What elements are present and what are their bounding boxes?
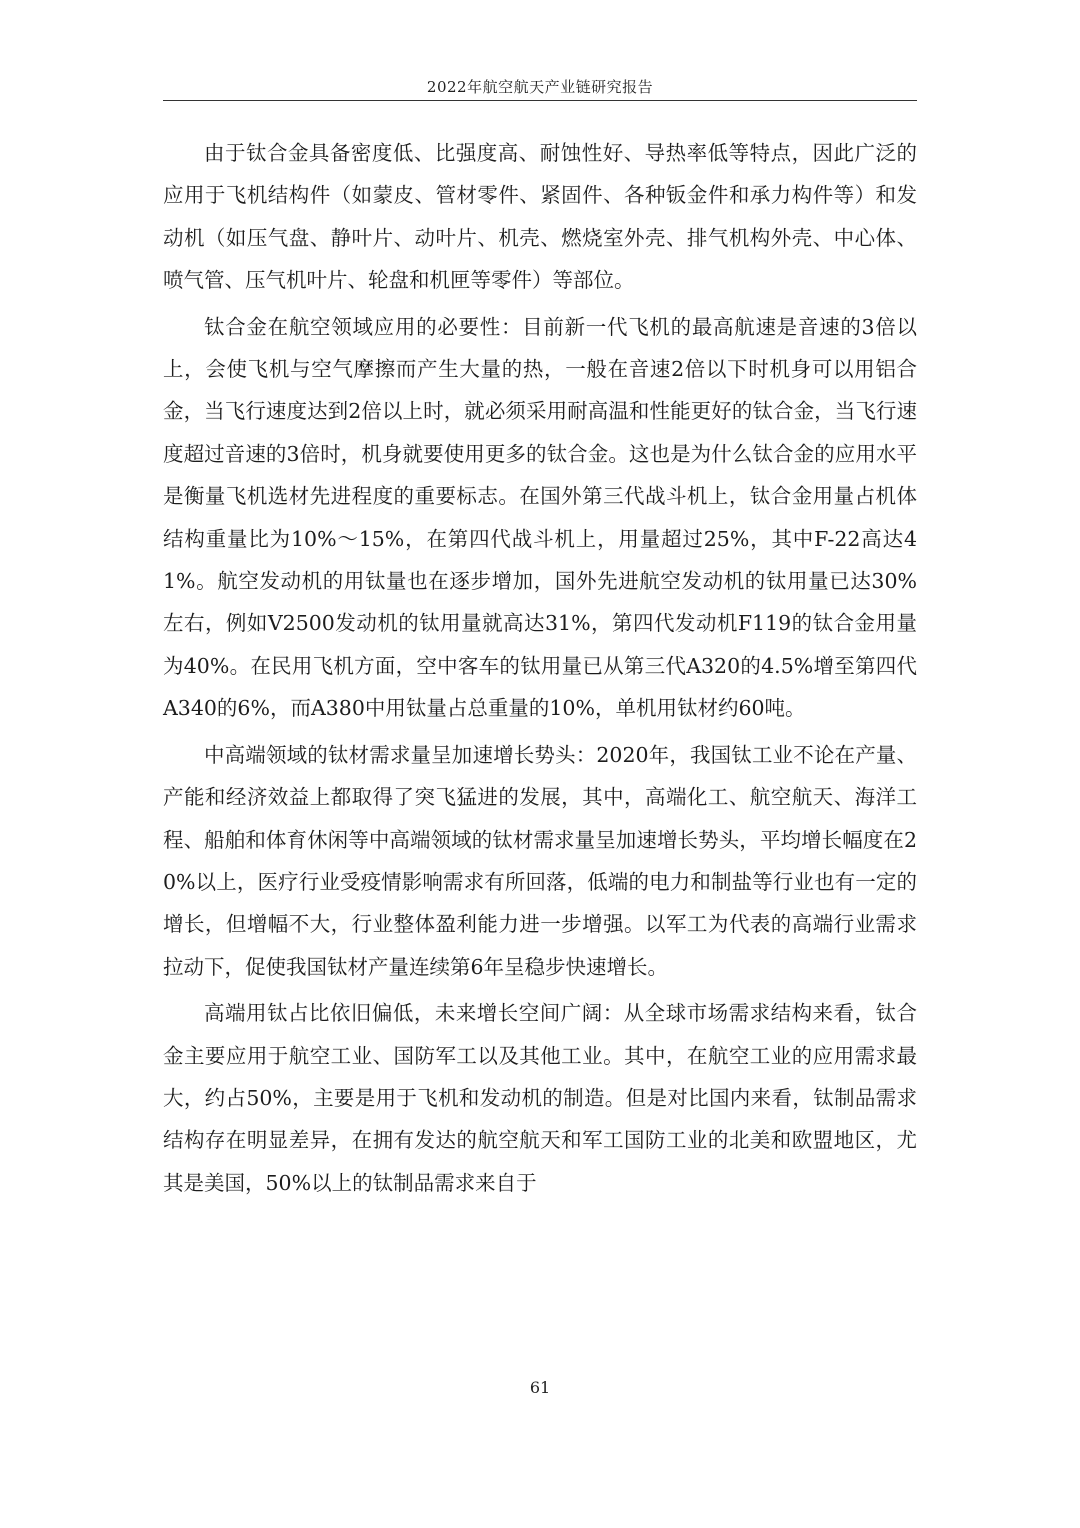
body-text: [163, 132, 917, 1208]
paragraph-high-end-share: 高端用钛占比依旧偏低，未来增长空间广阔：从全球市场需求结构来看，钛合金主要应用于航空工业、国防军工以及其他工业。其中，在航空工业的应用需求最大，约占50%，主要是用于飞机和发动机的制造。但是对比国内来看，钛制品需求结构存在明显差异，在拥有发达的航空航天和军工国防工业的北美和欧盟地区，尤其是美国，50%以上的钛制品需求来自于: [163, 1001, 917, 1195]
report-title: 2022年航空航天产业链研究报告: [426, 78, 654, 96]
paragraph-demand-growth: 中高端领域的钛材需求量呈加速增长势头：2020年，我国钛工业不论在产量、产能和经济效益上都取得了突飞猛进的发展，其中，高端化工、航空航天、海洋工程、船舶和体育休闲等中高端领域的钛材需求量呈加速增长势头，平均增长幅度在20%以上，医疗行业受疫情影响需求有所回落，低端的电力和制盐等行业也有一定的增长，但增幅不大，行业整体盈利能力进一步增强。以军工为代表的高端行业需求拉动下，促使我国钛材产量连续第6年呈稳步快速增长。: [163, 742, 917, 979]
running-header: [163, 74, 917, 101]
paragraph-aviation-necessity: 钛合金在航空领域应用的必要性：目前新一代飞机的最高航速是音速的3倍以上，会使飞机与空气摩擦而产生大量的热，一般在音速2倍以下时机身可以用铝合金，当飞行速度达到2倍以上时，就必须采用耐高温和性能更好的钛合金，当飞行速度超过音速的3倍时，机身就要使用更多的钛合金。这也是为什么钛合金的应用水平是衡量飞机选材先进程度的重要标志。在国外第三代战斗机上，钛合金用量占机体结构重量比为10%～15%，在第四代战斗机上，用量超过25%，其中F-22高达41%。航空发动机的用钛量也在逐步增加，国外先进航空发动机的钛用量已达30%左右，例如V2500发动机的钛用量就高达31%，第四代发动机F119的钛合金用量为40%。在民用飞机方面，空中客车的钛用量已从第三代A320的4.5%增至第四代A340的6%，而A380中用钛量占总重量的10%，单机用钛材约60吨。: [163, 314, 917, 721]
paragraph-titanium-applications: 由于钛合金具备密度低、比强度高、耐蚀性好、导热率低等特点，因此广泛的应用于飞机结构件（如蒙皮、管材零件、紧固件、各种钣金件和承力构件等）和发动机（如压气盘、静叶片、动叶片、机壳、燃烧室外壳、排气机构外壳、中心体、喷气管、压气机叶片、轮盘和机匣等零件）等部位。: [163, 141, 917, 293]
page-number: 61: [529, 1378, 551, 1397]
